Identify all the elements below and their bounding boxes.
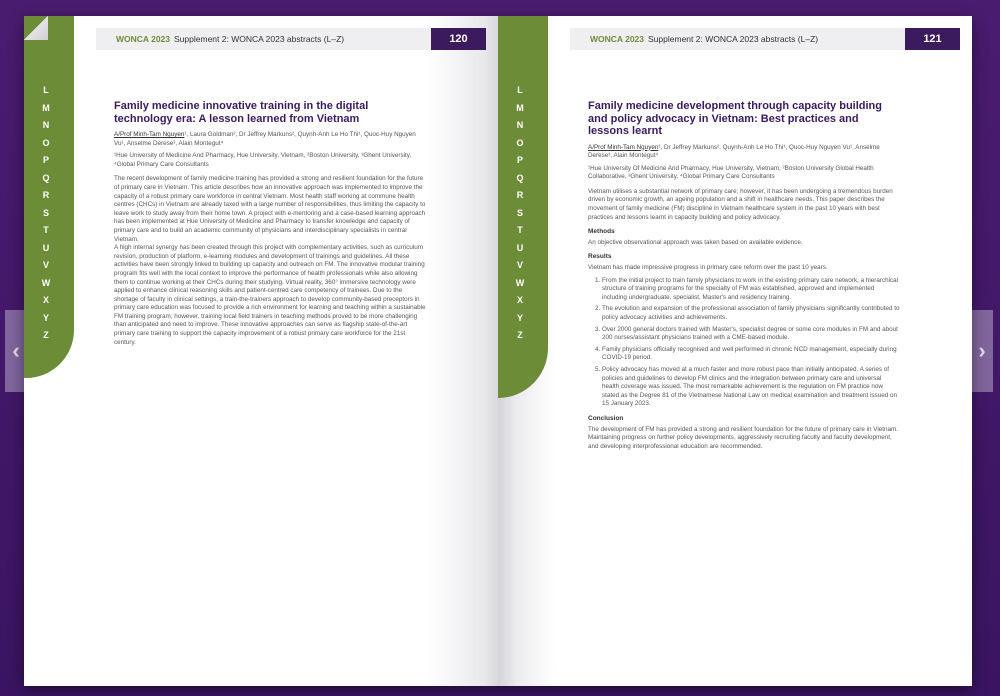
conclusion-text: The development of FM has provided a strong and resilient foundation for the future of primary care in Vietnam. Maintaining progress on further policy developments, aggressively recruiting faculty and faculty development, and developing interprofessional education are recommended. bbox=[588, 425, 898, 450]
header-subtitle: Supplement 2: WONCA 2023 abstracts (L–Z) bbox=[648, 34, 819, 44]
index-letter: O bbox=[516, 137, 524, 148]
section-heading-results: Results bbox=[588, 253, 612, 261]
index-letter: P bbox=[42, 155, 49, 165]
index-letter: X bbox=[516, 295, 523, 305]
author-list bbox=[114, 131, 426, 148]
next-page-button[interactable] bbox=[971, 310, 993, 392]
index-letter: N bbox=[516, 120, 524, 130]
letter-index bbox=[498, 82, 542, 345]
index-letter: X bbox=[42, 295, 49, 305]
index-letter: O bbox=[42, 137, 50, 148]
co-authors: ¹, Dr Jeffrey Markuns², Quynh-Anh Le Ho Thi¹, Quoc-Huy Nguyen Vu¹, Anselme Derese³, Alain Montegut⁴ bbox=[588, 143, 880, 160]
list-item: 4. Family physicians officially recognised and well performed in chronic NCD management, especially during COVID-19 period. bbox=[602, 346, 900, 363]
abstract-intro: Vietnam utilises a substantial network of primary care; however, it has been undergoing a tremendous burden driven by economic growth, an ageing population and a shift in healthcare needs. This paper describes the movement of family medicine (FM) discipline in Vietnam healthcare system in the past 10 years with best practices and lessons learnt in capacity building and policy advocacy. bbox=[588, 187, 893, 221]
index-letter: T bbox=[517, 225, 523, 235]
running-header bbox=[570, 28, 960, 50]
presenting-author: A/Prof Minh-Tam Nguyen bbox=[114, 131, 185, 138]
list-item: 3. Over 2000 general doctors trained with Master's, specialist degree or some core modules in FM and about 200 nurses/assistant physicians trained with a CME-based module. bbox=[602, 326, 900, 343]
header-brand: WONCA 2023 bbox=[590, 34, 645, 44]
index-letter: S bbox=[42, 207, 49, 218]
index-letter: Y bbox=[42, 312, 49, 323]
index-letter: R bbox=[516, 190, 524, 200]
alphabet-tab bbox=[498, 16, 548, 398]
header-brand: WONCA 2023 bbox=[116, 34, 171, 44]
presenting-author: A/Prof Minh-Tam Nguyen bbox=[588, 143, 659, 151]
page-number: 120 bbox=[431, 28, 486, 50]
page-curl-corner[interactable] bbox=[24, 16, 48, 40]
abstract-title: Family medicine development through capacity building and policy advocacy in Vietnam: Best practices and lessons learnt bbox=[588, 100, 882, 137]
section-heading-methods: Methods bbox=[588, 228, 615, 236]
right-page[interactable] bbox=[498, 16, 972, 686]
index-letter: U bbox=[42, 242, 50, 253]
affiliations: ¹Hue University Of Medicine And Pharmacy, Hue University, Vietnam, ²Boston University Global Health Collaborative, ³Ghent University, ⁴Global Primary Care Consultants bbox=[588, 164, 874, 181]
chevron-right-icon: › bbox=[978, 338, 986, 363]
list-item: 2. The evolution and expansion of the professional association of family physicians significantly contributed to policy advocacy activities and achievements. bbox=[602, 305, 900, 322]
index-letter: V bbox=[42, 260, 49, 270]
abstract-right bbox=[588, 100, 900, 455]
index-letter: Y bbox=[516, 312, 523, 323]
index-letter: V bbox=[516, 260, 523, 270]
index-letter: L bbox=[43, 85, 49, 95]
results-list bbox=[588, 277, 900, 409]
index-letter: W bbox=[41, 277, 51, 288]
abstract-paragraph: The recent development of family medicine training has provided a strong and resilient foundation for the future of primary care in Vietnam. This article describes how an innovative approach was implemented to improve the capacity of a robust primary care workforce in central Vietnam. Most health staff working at commune health centres (CHCs) in Vietnam are already taxed with a large number of responsibilities, thus limiting the capacity to leave work to study away from their home town. A project with e-mentoring and a case-based learning approach has been implemented at Hue University of Medicine and Pharmacy to transfer knowledge and capacity of primary care and to build an academic community of physicians and interdisciplinary specialists in central Vietnam. bbox=[114, 175, 426, 243]
index-letter: R bbox=[42, 190, 50, 200]
index-letter: Z bbox=[43, 330, 49, 340]
left-page[interactable] bbox=[24, 16, 498, 686]
alphabet-tab bbox=[24, 16, 74, 378]
index-letter: U bbox=[516, 242, 524, 253]
index-letter: Q bbox=[516, 172, 524, 183]
abstract-paragraph: A high internal synergy has been created through this project with complementary activities, such as curriculum revision, production of platform, e-learning modules and development of trainings and guidelines. All these activities have been strongly linked to building up capacity and outreach on FM. The innovative modular training program fits well with the local context to improve the performance of health professionals while also allowing them to continue working at their CHCs during their studying. Virtual reality, 360° immersive technology were applied to enhance clinical reasoning skills and patient-centred care competency of trainees. Due to the shortage of faculty in clinical settings, a train-the-trainers approach to develop community-based preceptors in primary care education was focused to provide a rich environment for learning and teaching within a sustainable FM training program; however, training local field trainers in teaching methods proved to be more challenging than anticipated and need to improve. These innovative approaches can serve as flagship state-of-the-art primary care training to support the capacity improvement of a robust primary care workforce for the 21st century. bbox=[114, 244, 426, 346]
index-letter: T bbox=[43, 225, 49, 235]
index-letter: Q bbox=[42, 172, 50, 183]
results-text: Vietnam has made impressive progress in primary care reform over the past 10 years. bbox=[588, 264, 828, 272]
abstract-title: Family medicine innovative training in the digital technology era: A lesson learned from Vietnam bbox=[114, 100, 369, 125]
running-header bbox=[96, 28, 486, 50]
abstract-left bbox=[114, 100, 426, 351]
index-letter: M bbox=[516, 102, 524, 113]
methods-text: An objective observational approach was taken based on available evidence. bbox=[588, 238, 803, 246]
affiliations: ¹Hue University of Medicine And Pharmacy, Hue University, Vietnam, ²Boston University, ³Ghent University, ⁴Global Primary Care Consultants bbox=[114, 152, 412, 168]
index-letter: M bbox=[42, 102, 50, 113]
index-letter: N bbox=[42, 120, 50, 130]
page-number: 121 bbox=[905, 28, 960, 50]
co-authors: ¹, Laura Goldman², Dr Jeffrey Markuns², Quynh-Anh Le Ho Thi¹, Quoc-Huy Nguyen Vu¹, Anselme Derese³, Alain Montegut⁴ bbox=[114, 131, 416, 147]
list-item: 5. Policy advocacy has moved at a much faster and more robust pace than initially anticipated. A series of policies and guidelines to develop FM clinics and the integration between primary care and universal health coverage was issued. The most remarkable achievement is the regulation on FM practice now stated as the Degree 81 of the Vietnamese National Law on medical examination and treatment issued on 15 January 2023. bbox=[602, 366, 900, 409]
index-letter: Z bbox=[517, 330, 523, 340]
letter-index bbox=[24, 82, 68, 345]
index-letter: P bbox=[516, 155, 523, 165]
chevron-left-icon: ‹ bbox=[12, 338, 20, 363]
index-letter: W bbox=[515, 277, 525, 288]
index-letter: L bbox=[517, 85, 523, 95]
book-spread bbox=[24, 16, 972, 686]
section-heading-conclusion: Conclusion bbox=[588, 414, 624, 422]
author-list bbox=[588, 144, 900, 161]
header-subtitle: Supplement 2: WONCA 2023 abstracts (L–Z) bbox=[174, 34, 345, 44]
index-letter: S bbox=[516, 207, 523, 218]
list-item: 1. From the initial project to train family physicians to work in the existing primary care network, a hierarchical structure of training programs for the specialty of FM was established, approved and implemented including undergraduate, specialist, Master's and residency training. bbox=[602, 277, 900, 303]
